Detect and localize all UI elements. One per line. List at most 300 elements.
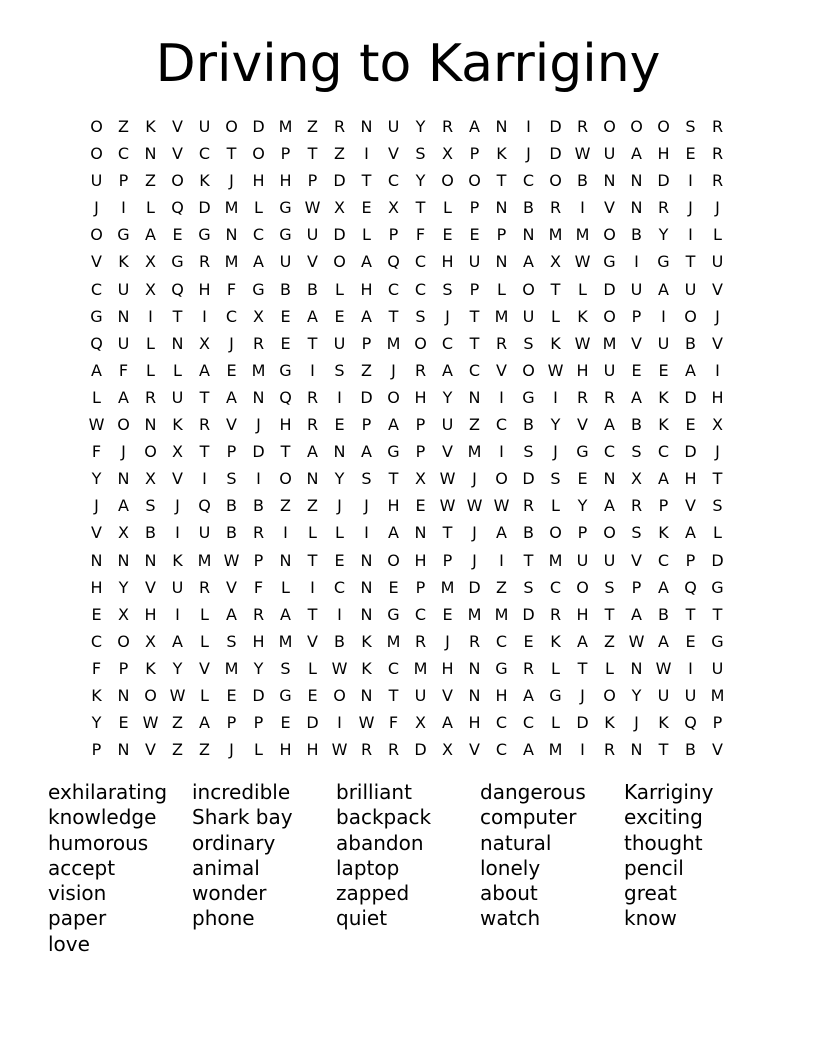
grid-cell: U <box>306 225 319 245</box>
grid-cell: J <box>634 713 639 733</box>
grid-cell: S <box>523 442 534 462</box>
grid-cell: N <box>144 144 157 164</box>
grid-cell: H <box>576 360 589 380</box>
grid-cell: A <box>253 252 264 272</box>
grid-cell: N <box>306 469 319 489</box>
grid-cell: R <box>522 658 535 678</box>
grid-row <box>83 276 731 303</box>
word-list-item: humorous <box>48 830 149 855</box>
grid-cell: A <box>631 387 642 407</box>
grid-cell: R <box>549 604 562 624</box>
grid-cell: I <box>688 658 693 678</box>
grid-cell: O <box>117 631 130 651</box>
grid-cell: O <box>684 306 697 326</box>
grid-cell: R <box>414 360 427 380</box>
word-list-item: vision <box>48 881 107 906</box>
grid-cell: F <box>118 360 129 380</box>
grid-cell: V <box>91 523 102 543</box>
grid-cell: E <box>172 225 183 245</box>
grid-cell: P <box>415 577 426 597</box>
grid-cell: P <box>253 550 264 570</box>
word-list-item: brilliant <box>336 780 412 804</box>
grid-cell: O <box>549 523 562 543</box>
grid-cell: T <box>280 442 291 462</box>
grid-row <box>83 384 731 411</box>
grid-cell: B <box>226 523 237 543</box>
grid-cell: A <box>604 415 615 435</box>
grid-cell: X <box>118 604 129 624</box>
grid-cell: T <box>199 442 210 462</box>
grid-cell: H <box>684 469 697 489</box>
grid-cell: M <box>413 658 428 678</box>
grid-cell: V <box>712 333 723 353</box>
grid-cell: O <box>603 117 616 136</box>
grid-cell: J <box>580 685 585 705</box>
grid-cell: E <box>685 631 696 651</box>
grid-cell: O <box>603 306 616 326</box>
grid-cell: A <box>91 360 102 380</box>
grid-cell: O <box>495 469 508 489</box>
grid-cell: C <box>387 658 400 678</box>
word-list-item: watch <box>480 906 541 931</box>
grid-cell: U <box>603 360 616 380</box>
grid-cell: Y <box>118 577 129 597</box>
grid-cell: A <box>658 577 669 597</box>
grid-cell: Z <box>145 171 156 191</box>
grid-cell: L <box>497 279 506 299</box>
grid-cell: P <box>280 144 291 164</box>
grid-cell: I <box>661 306 666 326</box>
grid-cell: N <box>171 333 184 353</box>
grid-cell: K <box>550 333 561 353</box>
grid-cell: C <box>387 171 400 191</box>
grid-cell: R <box>252 523 265 543</box>
word-list-item: computer <box>480 805 577 830</box>
grid-cell: V <box>712 740 723 760</box>
grid-cell: H <box>657 144 670 164</box>
grid-cell: F <box>226 279 237 299</box>
grid-cell: H <box>414 387 427 407</box>
grid-cell: Z <box>334 144 345 164</box>
grid-cell: O <box>630 117 643 136</box>
grid-cell: L <box>551 713 560 733</box>
grid-row <box>83 140 731 167</box>
grid-cell: A <box>658 279 669 299</box>
grid-cell: E <box>442 225 453 245</box>
grid-cell: W <box>331 740 348 760</box>
grid-cell: H <box>252 631 265 651</box>
grid-cell: I <box>202 306 207 326</box>
grid-cell: N <box>414 523 427 543</box>
grid-cell: A <box>280 604 291 624</box>
grid-cell: Z <box>199 740 210 760</box>
word-list-item: love <box>48 931 90 956</box>
grid-cell: D <box>252 442 265 462</box>
grid-cell: N <box>360 117 373 136</box>
grid-cell: C <box>414 252 427 272</box>
grid-row <box>83 601 731 628</box>
grid-cell: S <box>415 144 426 164</box>
grid-cell: H <box>468 713 481 733</box>
word-list-item: great <box>624 881 677 906</box>
grid-cell: S <box>631 442 642 462</box>
grid-cell: U <box>522 306 535 326</box>
grid-cell: R <box>252 604 265 624</box>
grid-cell: R <box>711 117 724 136</box>
grid-cell: D <box>603 279 616 299</box>
grid-cell: W <box>493 496 510 516</box>
grid-cell: U <box>117 279 130 299</box>
grid-cell: Q <box>171 198 184 218</box>
grid-row <box>83 303 731 330</box>
grid-cell: C <box>414 604 427 624</box>
grid-cell: L <box>605 658 614 678</box>
grid-cell: L <box>92 387 101 407</box>
grid-cell: C <box>522 713 535 733</box>
grid-cell: R <box>441 117 454 136</box>
grid-cell: D <box>360 387 373 407</box>
grid-cell: V <box>172 144 183 164</box>
grid-cell: N <box>144 415 157 435</box>
word-list-item: backpack <box>336 805 432 830</box>
grid-row <box>83 248 731 275</box>
grid-cell: A <box>523 685 534 705</box>
grid-cell: I <box>337 387 342 407</box>
grid-cell: V <box>577 415 588 435</box>
grid-cell: I <box>634 252 639 272</box>
grid-cell: H <box>90 577 103 597</box>
grid-cell: R <box>468 631 481 651</box>
grid-cell: K <box>604 713 615 733</box>
grid-cell: K <box>361 631 372 651</box>
grid-row <box>83 357 731 384</box>
grid-cell: P <box>442 550 453 570</box>
grid-cell: A <box>604 496 615 516</box>
grid-cell: C <box>90 631 103 651</box>
grid-cell: I <box>337 713 342 733</box>
grid-cell: M <box>278 117 293 136</box>
grid-cell: P <box>415 442 426 462</box>
grid-cell: W <box>574 252 591 272</box>
grid-cell: N <box>360 685 373 705</box>
grid-cell: N <box>630 198 643 218</box>
grid-cell: H <box>306 740 319 760</box>
grid-cell: O <box>90 117 103 136</box>
grid-cell: E <box>334 415 345 435</box>
grid-cell: Z <box>469 415 480 435</box>
grid-cell: E <box>685 415 696 435</box>
grid-cell: L <box>200 685 209 705</box>
grid-cell: J <box>472 550 477 570</box>
grid-cell: W <box>439 469 456 489</box>
grid-cell: P <box>253 713 264 733</box>
grid-cell: H <box>441 658 454 678</box>
grid-cell: O <box>279 469 292 489</box>
grid-cell: Y <box>658 225 669 245</box>
grid-cell: U <box>657 685 670 705</box>
grid-cell: R <box>387 740 400 760</box>
grid-cell: P <box>415 415 426 435</box>
grid-row <box>83 655 731 682</box>
grid-cell: D <box>684 387 697 407</box>
word-list-item: laptop <box>336 855 400 880</box>
grid-cell: P <box>469 198 480 218</box>
grid-cell: E <box>226 685 237 705</box>
grid-row <box>83 736 731 763</box>
grid-cell: T <box>523 550 534 570</box>
grid-cell: B <box>253 496 264 516</box>
grid-cell: U <box>279 252 292 272</box>
grid-cell: A <box>361 442 372 462</box>
grid-cell: Y <box>91 469 102 489</box>
grid-cell: A <box>442 713 453 733</box>
grid-cell: I <box>364 523 369 543</box>
grid-cell: I <box>580 740 585 760</box>
grid-cell: A <box>307 442 318 462</box>
grid-cell: O <box>387 550 400 570</box>
grid-cell: S <box>145 496 156 516</box>
grid-cell: H <box>441 252 454 272</box>
grid-cell: M <box>224 252 239 272</box>
grid-cell: E <box>280 306 291 326</box>
grid-cell: W <box>574 144 591 164</box>
grid-cell: V <box>388 144 399 164</box>
grid-cell: G <box>522 387 535 407</box>
grid-cell: E <box>388 577 399 597</box>
grid-cell: O <box>603 685 616 705</box>
grid-cell: P <box>631 306 642 326</box>
grid-cell: M <box>467 442 482 462</box>
grid-cell: T <box>307 144 318 164</box>
word-list-item: lonely <box>480 855 541 880</box>
grid-cell: T <box>415 198 426 218</box>
grid-cell: Z <box>361 360 372 380</box>
grid-cell: G <box>603 252 616 272</box>
grid-cell: N <box>495 117 508 136</box>
grid-cell: N <box>117 740 130 760</box>
grid-cell: G <box>279 198 292 218</box>
grid-cell: S <box>631 523 642 543</box>
grid-row <box>83 574 731 601</box>
grid-cell: Q <box>198 496 211 516</box>
grid-row <box>83 167 731 194</box>
grid-cell: O <box>576 577 589 597</box>
grid-cell: T <box>469 306 480 326</box>
grid-cell: C <box>333 577 346 597</box>
word-list-item: phone <box>192 906 255 931</box>
grid-cell: L <box>200 631 209 651</box>
grid-cell: F <box>91 658 102 678</box>
grid-cell: Y <box>631 685 642 705</box>
grid-cell: Y <box>172 658 183 678</box>
grid-cell: A <box>226 387 237 407</box>
grid-cell: T <box>577 658 588 678</box>
grid-cell: R <box>306 415 319 435</box>
grid-cell: G <box>711 577 724 597</box>
grid-cell: Q <box>90 333 103 353</box>
grid-cell: E <box>577 469 588 489</box>
grid-cell: B <box>631 415 642 435</box>
grid-cell: G <box>657 252 670 272</box>
grid-cell: T <box>388 469 399 489</box>
grid-cell: L <box>146 198 155 218</box>
grid-cell: R <box>603 740 616 760</box>
grid-cell: U <box>603 144 616 164</box>
grid-cell: H <box>414 550 427 570</box>
grid-cell: P <box>712 713 723 733</box>
grid-cell: N <box>630 658 643 678</box>
grid-cell: P <box>118 171 129 191</box>
grid-cell: I <box>310 360 315 380</box>
grid-cell: E <box>361 198 372 218</box>
grid-cell: R <box>198 415 211 435</box>
grid-cell: V <box>172 469 183 489</box>
grid-cell: R <box>306 387 319 407</box>
grid-cell: K <box>172 415 183 435</box>
grid-row <box>83 438 731 465</box>
grid-cell: G <box>252 279 265 299</box>
grid-cell: X <box>118 523 129 543</box>
grid-cell: M <box>548 225 563 245</box>
grid-cell: J <box>337 496 342 516</box>
grid-cell: G <box>549 685 562 705</box>
grid-cell: N <box>603 171 616 191</box>
grid-cell: U <box>171 387 184 407</box>
grid-cell: A <box>361 306 372 326</box>
grid-cell: K <box>658 415 669 435</box>
grid-cell: C <box>603 442 616 462</box>
grid-cell: J <box>472 523 477 543</box>
grid-cell: O <box>657 117 670 136</box>
grid-cell: B <box>280 279 291 299</box>
grid-cell: X <box>415 469 426 489</box>
grid-cell: A <box>523 740 534 760</box>
grid-cell: T <box>685 252 696 272</box>
grid-cell: D <box>576 713 589 733</box>
grid-cell: A <box>118 387 129 407</box>
grid-cell: O <box>522 279 535 299</box>
grid-cell: X <box>145 252 156 272</box>
grid-row <box>83 221 731 248</box>
grid-cell: N <box>117 685 130 705</box>
grid-cell: C <box>495 713 508 733</box>
grid-cell: A <box>118 496 129 516</box>
grid-cell: N <box>495 252 508 272</box>
word-list-item: quiet <box>336 906 388 931</box>
word-list-item: Shark bay <box>192 805 293 830</box>
grid-cell: W <box>466 496 483 516</box>
grid-cell: P <box>91 740 102 760</box>
grid-cell: I <box>310 577 315 597</box>
word-list-item: accept <box>48 855 116 880</box>
grid-cell: G <box>171 252 184 272</box>
grid-cell: N <box>522 225 535 245</box>
grid-cell: N <box>603 469 616 489</box>
grid-cell: Y <box>415 171 426 191</box>
grid-cell: P <box>118 658 129 678</box>
grid-cell: S <box>523 577 534 597</box>
grid-cell: S <box>226 631 237 651</box>
grid-cell: C <box>117 144 130 164</box>
grid-cell: D <box>198 198 211 218</box>
grid-cell: L <box>551 496 560 516</box>
grid-cell: A <box>631 144 642 164</box>
grid-cell: T <box>442 523 453 543</box>
grid-cell: X <box>145 631 156 651</box>
grid-cell: R <box>711 171 724 191</box>
grid-cell: K <box>658 387 669 407</box>
grid-cell: Z <box>307 496 318 516</box>
grid-cell: I <box>283 523 288 543</box>
grid-cell: U <box>711 252 724 272</box>
grid-cell: J <box>94 496 99 516</box>
grid-cell: M <box>467 604 482 624</box>
word-list-item: know <box>624 906 677 931</box>
grid-cell: W <box>574 333 591 353</box>
word-list-item: animal <box>192 855 260 880</box>
grid-cell: G <box>711 631 724 651</box>
grid-row <box>83 709 731 736</box>
word-list-item: abandon <box>336 830 424 855</box>
grid-cell: G <box>90 306 103 326</box>
word-list-item: incredible <box>192 780 291 804</box>
grid-cell: X <box>199 333 210 353</box>
grid-cell: O <box>414 333 427 353</box>
grid-cell: I <box>175 523 180 543</box>
grid-cell: J <box>229 740 234 760</box>
word-list-item: about <box>480 881 538 906</box>
grid-cell: D <box>549 117 562 136</box>
grid-cell: G <box>495 658 508 678</box>
grid-cell: W <box>142 713 159 733</box>
grid-cell: T <box>199 387 210 407</box>
grid-cell: D <box>333 171 346 191</box>
word-list-item: pencil <box>624 855 684 880</box>
grid-cell: D <box>252 117 265 136</box>
grid-cell: T <box>172 306 183 326</box>
grid-cell: K <box>658 523 669 543</box>
grid-cell: Y <box>577 496 588 516</box>
grid-cell: Q <box>171 279 184 299</box>
grid-cell: P <box>658 496 669 516</box>
grid-cell: V <box>631 333 642 353</box>
grid-row <box>83 682 731 709</box>
grid-cell: P <box>631 577 642 597</box>
grid-cell: S <box>280 658 291 678</box>
grid-cell: M <box>494 306 509 326</box>
grid-cell: R <box>522 496 535 516</box>
grid-cell: N <box>90 550 103 570</box>
grid-cell: A <box>685 523 696 543</box>
grid-cell: Y <box>442 387 453 407</box>
grid-cell: J <box>364 496 369 516</box>
grid-cell: V <box>442 685 453 705</box>
grid-cell: I <box>715 360 720 380</box>
grid-row <box>83 465 731 492</box>
grid-cell: Q <box>279 387 292 407</box>
grid-cell: U <box>576 550 589 570</box>
grid-cell: I <box>553 387 558 407</box>
grid-cell: L <box>200 604 209 624</box>
grid-cell: L <box>713 225 722 245</box>
grid-cell: J <box>688 198 693 218</box>
grid-cell: B <box>685 333 696 353</box>
grid-cell: M <box>440 577 455 597</box>
grid-cell: S <box>334 360 345 380</box>
grid-cell: O <box>603 523 616 543</box>
grid-cell: D <box>549 144 562 164</box>
grid-cell: O <box>252 144 265 164</box>
